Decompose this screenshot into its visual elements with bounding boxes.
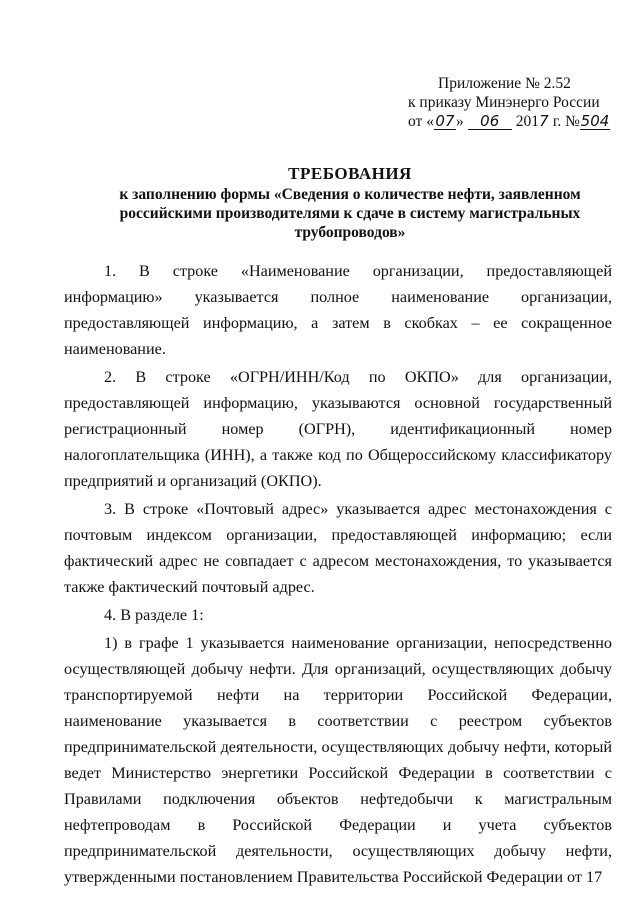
paragraph-4: 4. В разделе 1: bbox=[104, 606, 204, 624]
title-heading: ТРЕБОВАНИЯ bbox=[288, 164, 412, 183]
document-body bbox=[64, 258, 612, 892]
appendix-number: Приложение № 2.52 bbox=[438, 75, 571, 92]
paragraph-1: 1. В строке «Наименование организации, предоставляющей информацию» указывается полное наименование организации, предоставляющей информацию, а затем в скобках – ее сокращенное наименование. bbox=[64, 262, 612, 358]
handwritten-day: 07 bbox=[435, 112, 455, 130]
handwritten-year-digit: 7 bbox=[539, 112, 549, 130]
handwritten-order-number: 504 bbox=[580, 112, 610, 130]
year-tail: г. № bbox=[548, 113, 580, 130]
appendix-stamp bbox=[408, 74, 608, 131]
paragraph-3: 3. В строке «Почтовый адрес» указывается адрес местонахождения с почтовым индексом организации, предоставляющей информацию; если фактический адрес не совпадает с адресом местонахождения, то указывается также фактический почтовый адрес. bbox=[64, 500, 612, 596]
handwritten-month: 06 bbox=[468, 114, 512, 130]
date-prefix: от « bbox=[408, 113, 434, 130]
order-date-line bbox=[408, 112, 608, 131]
date-sep: » bbox=[455, 113, 464, 130]
paragraph-2: 2. В строке «ОГРН/ИНН/Код по ОКПО» для организации, предоставляющей информацию, указываются основной государственный регистрационный номер (ОГРН), идентификационный номер налогоплательщика (ИНН), а также код по Общероссийскому классификатору предприятий и организаций (ОКПО). bbox=[64, 368, 612, 490]
paragraph-4-1: 1) в графе 1 указывается наименование организации, непосредственно осуществляющей добычу нефти. Для организаций, осуществляющих добычу транспортируемой нефти на территории Российской Федерации, наименование указывается в соответствии с реестром субъектов предпринимательской деятельности, осуществляющих добычу нефти, который ведет Министерство энергетики Российской Федерации в соответствии с Правилами подключения объектов нефтедобычи к магистральным нефтепроводам в Российской Федерации и учета субъектов предпринимательской деятельности, осуществляющих добычу нефти, утвержденными постановлением Правительства Российской Федерации от 17 bbox=[64, 634, 612, 886]
year-prefix: 201 bbox=[515, 113, 539, 130]
title-subtitle: к заполнению формы «Сведения о количестве нефти, заявленном российскими производителями к сдаче в систему магистральных трубопроводов» bbox=[119, 186, 581, 241]
order-reference: к приказу Минэнерго России bbox=[408, 94, 600, 111]
document-title bbox=[60, 163, 640, 242]
